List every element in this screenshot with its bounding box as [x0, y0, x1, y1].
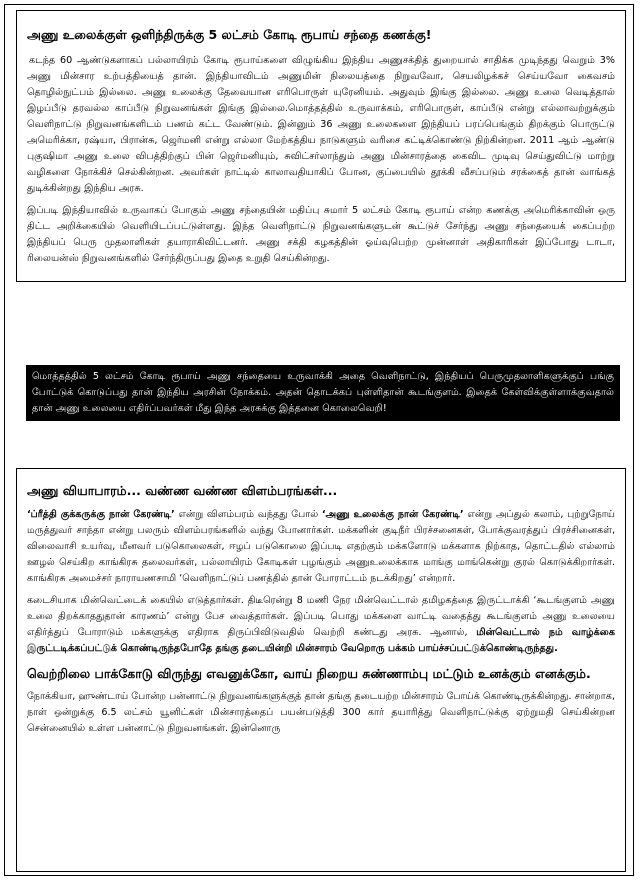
bold-text: மின்வெட்டால் நம் வாழ்க்கை இருட்டடிக்கப்பட்டுக் கொண்டிருந்தபோதே தங்கு தடையின்றி மின்சாரம் வேறொரு பக்கம் பாய்ச்சப்பட்டுக்கொண்டிருந்தது. — [27, 627, 615, 654]
subheading: வெற்றிலை பாக்கோடு விருந்து எவனுக்கோ, வாய் நிறைய சுண்ணாம்பு மட்டும் உனக்கும் எனக்கும். — [27, 666, 591, 681]
highlight-box: மொத்தத்தில் 5 லட்சம் கோடி ரூபாய் அணு சந்தையை உருவாக்கி அதை வெளிநாட்டு, இந்தியப் பெருமுதலாளிகளுக்குப் பங்கு போட்டுக் கொடுப்பது தான் இந்திய அரசின் நோக்கம். அதன் தொடக்கப் புள்ளிதான் கூடங்குளம். இதைக் கேள்விக்குள்ளாக்குவதால் தான் அணு உலையை எதிர்ப்பவர்கள் மீது இந்த அரசுக்கு இத்தனை கொலைவெறி! — [26, 365, 620, 421]
quote-text: ‘ப்ரீத்தி குக்கருக்கு நான் கேரண்டி’ — [27, 509, 175, 520]
section-title: அணு வியாபாரம்... வண்ண வண்ண விளம்பரங்கள்... — [27, 483, 338, 498]
section-nuclear-market — [16, 10, 626, 282]
section-advertisements — [16, 468, 626, 872]
quote-text: ‘அணு உலைக்கு நான் கேரண்டி’ — [321, 509, 464, 520]
paragraph: இப்படி இந்தியாவில் உருவாகப் போகும் அணு சந்தையின் மதிப்பு சுமார் 5 லட்சம் கோடி ரூபாய் என்ற கணக்கு அமெரிக்காவின் ஒரு திட்ட அறிக்கையில் வெளியிடப்பட்டுள்ளது. இந்த வெளிநாட்டு நிறுவனங்களுடன் கூட்டுச் சேர்ந்து அணு சந்தையைக் கைப்பற்ற இந்தியப் பெரு முதலாளிகள் தயாராகிவிட்டனர். அணு சக்தி கழகத்தின் ஓய்வுபெற்ற முன்னாள் அதிகாரிகள் இப்போது டாடா, ரிலையன்ஸ் நிறுவனங்களில் சேர்ந்திருப்பது இதை உறுதி செய்கின்றது. — [27, 205, 615, 264]
paragraph — [27, 593, 615, 657]
paragraph: நோக்கியா, ஹுண்டாய் போன்ற பன்னாட்டு நிறுவனங்களுக்குத் தான் தங்கு தடையற்ற மின்சாரம் போய்க் கொண்டிருக்கின்றது. சான்றாக, நாள் ஒன்றுக்கு 6.5 லட்சம் யூனிட்கள் மின்சாரத்தைப் பயன்படுத்தி 300 கார் தயாரித்து வெளிநாட்டுக்கு ஏற்றுமதி செய்கின்றன சென்னையில் உள்ள பன்னாட்டு நிறுவனங்கள். இன்னொரு — [27, 691, 615, 734]
paragraph: கடந்த 60 ஆண்டுகளாகப் பல்லாயிரம் கோடி ரூபாய்களை விழுங்கிய இந்திய அணுசக்தித் துறையால் சாதிக்க முடிந்தது வெறும் 3% அணு மின்சார உற்பத்தியைத் தான். இந்தியாவிடம் அணுமின் நிலையத்தை நிறுவவோ, செயலிழக்கச் செய்யவோ கைவசம் தொழில்நுட்பம் இல்லை. அணு உலைக்கு தேவையான எரிபொருள் யுரேனியம். அதுவும் இங்கு இல்லை. அணு உலை வெடித்தால் இழப்பீடு தரவல்ல காப்பீடு நிறுவனங்கள் இங்கு இல்லை.மொத்தத்தில் உருவாக்கம், எரிபொருள், காப்பீடு என்று எல்லாவற்றுக்கும் வெளிநாட்டு நிறுவனங்களிடம் பணம் கட்ட வேண்டும். இன்னும் 36 அணு உலைகளை இந்தியப் பரப்பெங்கும் திறக்கும் பொருட்டு அமெரிக்கா, ரஷ்யா, பிரான்சு, ஜெர்மனி என்று எல்லா மேற்கத்திய நாடுகளும் வரிசை கட்டிக்கொண்டு நிற்கின்றன. 2011 ஆம் ஆண்டு புகுஷிமா அணு உலை விபத்திற்குப் பின் ஜெர்மனியும், சுவிட்சர்லாந்தும் அணு மின்சாரத்தை கைவிட முடிவு செய்துவிட்டு மாற்று வழிகளை நோக்கிச் செல்கின்றன. அவர்கள் நாட்டில் காலாவதியாகிப் போன, குப்பையில் தூக்கி வீசப்படும் சரக்கைத் தான் வாங்கத் துடிக்கின்றது இந்திய அரசு. — [27, 55, 615, 194]
text: கடைசியாக மின்வெட்டைக் கையில் எடுத்தார்கள். திடீரென்று 8 மணி நேர மின்வெட்டால் தமிழகத்தை இருட்டாக்கி ‘கூடங்குளம் அணு உலை திறக்காததுதான் காரணம்’ என்று பேச வைத்தார்கள். இப்படி பொது மக்களை வாட்டி வதைத்து கூடங்குளம் அணு உலையை எதிர்த்துப் போராடும் மக்களுக்கு எதிராக திருப்பிவிடுவதில் வெற்றி கண்டது அரசு. ஆனால், — [27, 595, 615, 638]
section-title: அணு உலைக்குள் ஒளிந்திருக்கு 5 லட்சம் கோடி ரூபாய் சந்தை கணக்கு! — [27, 27, 432, 42]
text: என்று விளம்பரம் வந்தது போல் — [174, 509, 322, 520]
paragraph — [27, 507, 615, 587]
text: என்று அப்துல் கலாம், புற்றுநோய் மருத்துவர் சாந்தா என்று பலரும் விளம்பரங்களில் வந்து போனார்கள். மக்களின் குடிநீர் பிரச்சனைகள், போக்குவரத்துப் பிரச்சினைகள், விலைவாசி உயர்வு, மீனவர் படுகொலைகள், ஈழப் படுகொலை இப்படி எதற்கும் மக்களோடு மக்களாக நிற்காத, தொட்டதில் எல்லாம் ஊழல் செய்கிற காங்கிரசு தலைவர்கள், பல்லாயிரம் கோடிகள் புழங்கும் அணுஉலைக்காக மாங்கு மாங்கென்று குரல் கொடுக்கிறார்கள். காங்கிரசு அமைச்சர் நாராயணசாமி ‘வெளிநாட்டுப் பணத்தில் தான் போராட்டம் நடக்கிறது’ என்றார். — [27, 509, 616, 584]
